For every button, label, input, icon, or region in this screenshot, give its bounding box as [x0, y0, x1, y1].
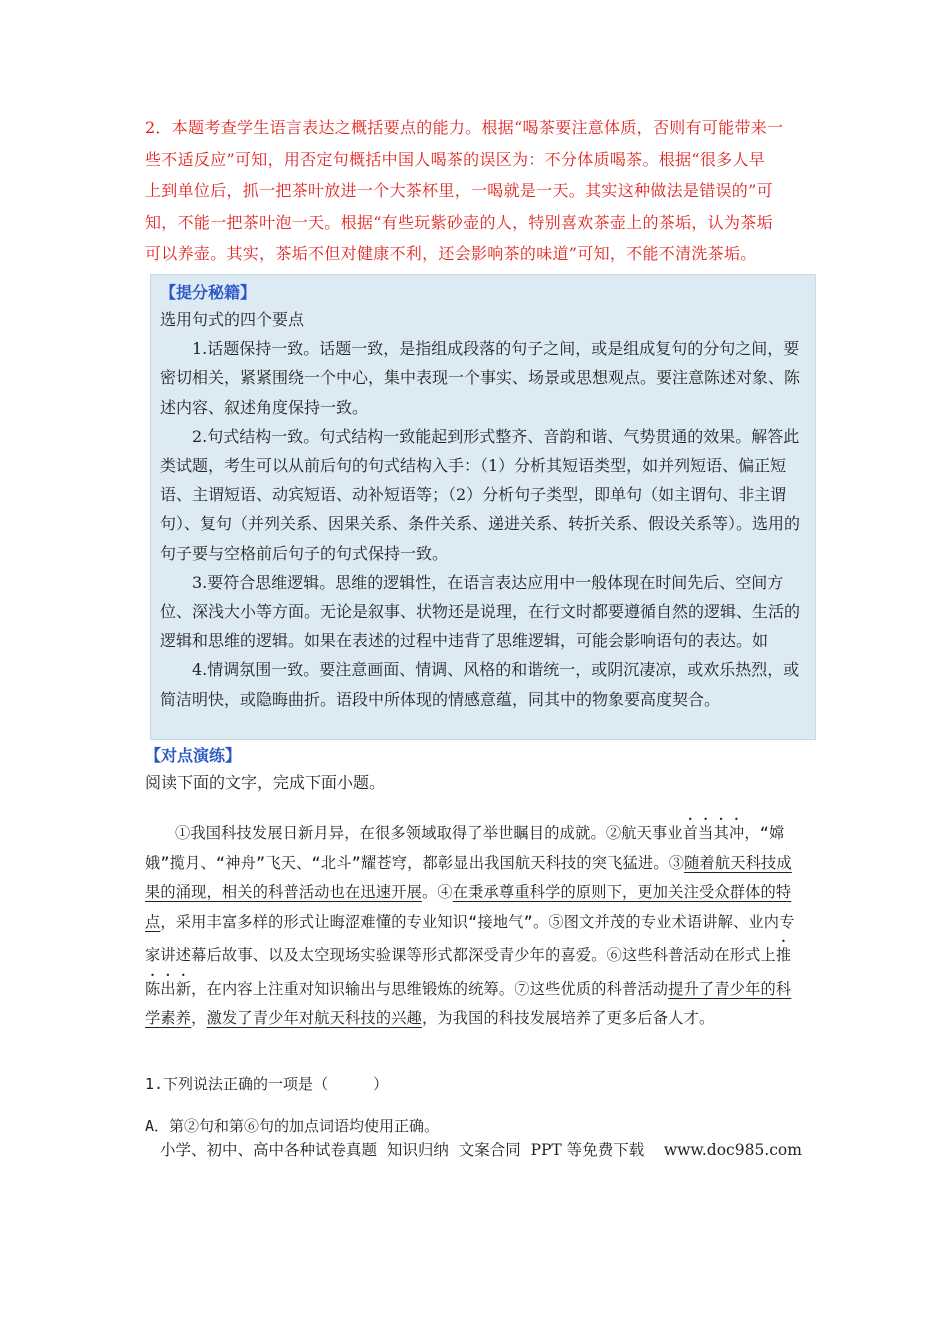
tip-point: 3.要符合思维逻辑。思维的逻辑性，在语言表达应用中一般体现在时间先后、空间方位、深浅大小等方面。无论是叙事、状物还是说理，在行文时都要遵循自然的逻辑、生活的逻辑和思维的逻辑。如果在表述的过程中违背了思维逻辑，可能会影响语句的表达。如	[160, 572, 801, 651]
dotted-phrase: 推陈出新	[145, 946, 792, 998]
tip-point: 4.情调氛围一致。要注意画面、情调、风格的和谐统一，或阴沉凄凉，或欢乐热烈，或简洁明快，或隐晦曲折。语段中所体现的情感意蕴，同其中的物象要高度契合。	[160, 660, 800, 709]
underlined-phrase: 激发了青少年对航天科技的兴趣	[206, 1009, 422, 1027]
explanation-line: 些不适反应”可知，用否定句概括中国人喝茶的误区为：不分体质喝茶。根据“很多人早	[145, 149, 766, 169]
underlined-phrase: 随着航天科技成果的涌现，相关的科普活动也在迅速开展	[145, 853, 792, 901]
explanation-line: 上到单位后，抓一把茶叶放进一个大茶杯里，一喝就是一天。其实这种做法是错误的”可	[145, 181, 773, 201]
tip-point: 2.句式结构一致。句式结构一致能起到形式整齐、音韵和谐、气势贯通的效果。解答此类试题，考生可以从前后句的句式结构入手：（1）分析其短语类型，如并列短语、偏正短语、主谓短语、动宾短语、动补短语等；（2）分析句子类型，即单句（如主谓句、非主谓句）、复句（并列关系、因果关系、条件关系、递进关系、转折关系、假设关系等）。选用的句子要与空格前后句子的句式保持一致。	[160, 426, 801, 563]
tips-subtitle: 选用句式的四个要点	[160, 310, 305, 329]
underlined-phrase: 在秉承尊重科学的原则下，更加关注受众群体的特点	[145, 883, 792, 931]
passage-text: ，	[191, 1009, 207, 1027]
passage-text: 。④	[421, 883, 453, 901]
passage-text: ①我国科技发展日新月异，在很多领域取得了举世瞩目的成就。②航天事业	[175, 824, 683, 842]
question-1: 1.下列说法正确的一项是（ ）	[145, 1075, 389, 1093]
passage-text: ，在内容上注重对知识输出与思维锻炼的统筹。⑦这些优质的科普活动	[191, 979, 669, 998]
page-footer: 小学、初中、高中各种试卷真题 知识归纳 文案合同 PPT 等免费下载 www.doc985.com	[160, 1141, 802, 1159]
tips-title: 【提分秘籍】	[160, 283, 257, 302]
explanation-line: 知，不能一把茶叶泡一天。根据“有些玩紫砂壶的人，特别喜欢茶壶上的茶垢，认为茶垢	[145, 212, 773, 232]
explanation-line: 可以养壶。其实，茶垢不但对健康不利，还会影响茶的味道”可知，不能不清洗茶垢。	[145, 244, 757, 264]
passage-text: ，“嫦娥”揽月、“神舟”飞天、“北斗”耀苍穹，都彰显出我国航天科技的突飞猛进。③	[145, 824, 785, 872]
practice-title: 【对点演练】	[145, 746, 242, 765]
reading-passage	[145, 815, 805, 1034]
practice-intro: 阅读下面的文字，完成下面小题。	[145, 773, 386, 792]
tips-body	[160, 305, 810, 714]
passage-text: ，为我国的科技发展培养了更多后备人才。	[422, 1009, 715, 1027]
option-a: A．第②句和第⑥句的加点词语均使用正确。	[145, 1117, 440, 1135]
underlined-phrase: 提升了青少年的科学素养	[145, 979, 792, 1027]
explanation-line: 2．本题考查学生语言表达之概括要点的能力。根据“喝茶要注意体质，否则有可能带来一	[145, 118, 784, 137]
tip-point: 1.话题保持一致。话题一致，是指组成段落的句子之间，或是组成复句的分句之间，要密切相关，紧紧围绕一个中心，集中表现一个事实、场景或思想观点。要注意陈述对象、陈述内容、叙述角度保持一致。	[160, 339, 801, 417]
passage-text: ，采用丰富多样的形式让晦涩难懂的专业知识“接地气”。⑤图文并茂的专业术语讲解、业内专家讲述幕后故事、以及太空现场实验课等形式都深受青少年的喜爱。⑥这些科普活动在形式上	[145, 912, 795, 964]
dotted-phrase: 首当其冲	[682, 824, 745, 842]
answer-explanation	[145, 112, 805, 270]
